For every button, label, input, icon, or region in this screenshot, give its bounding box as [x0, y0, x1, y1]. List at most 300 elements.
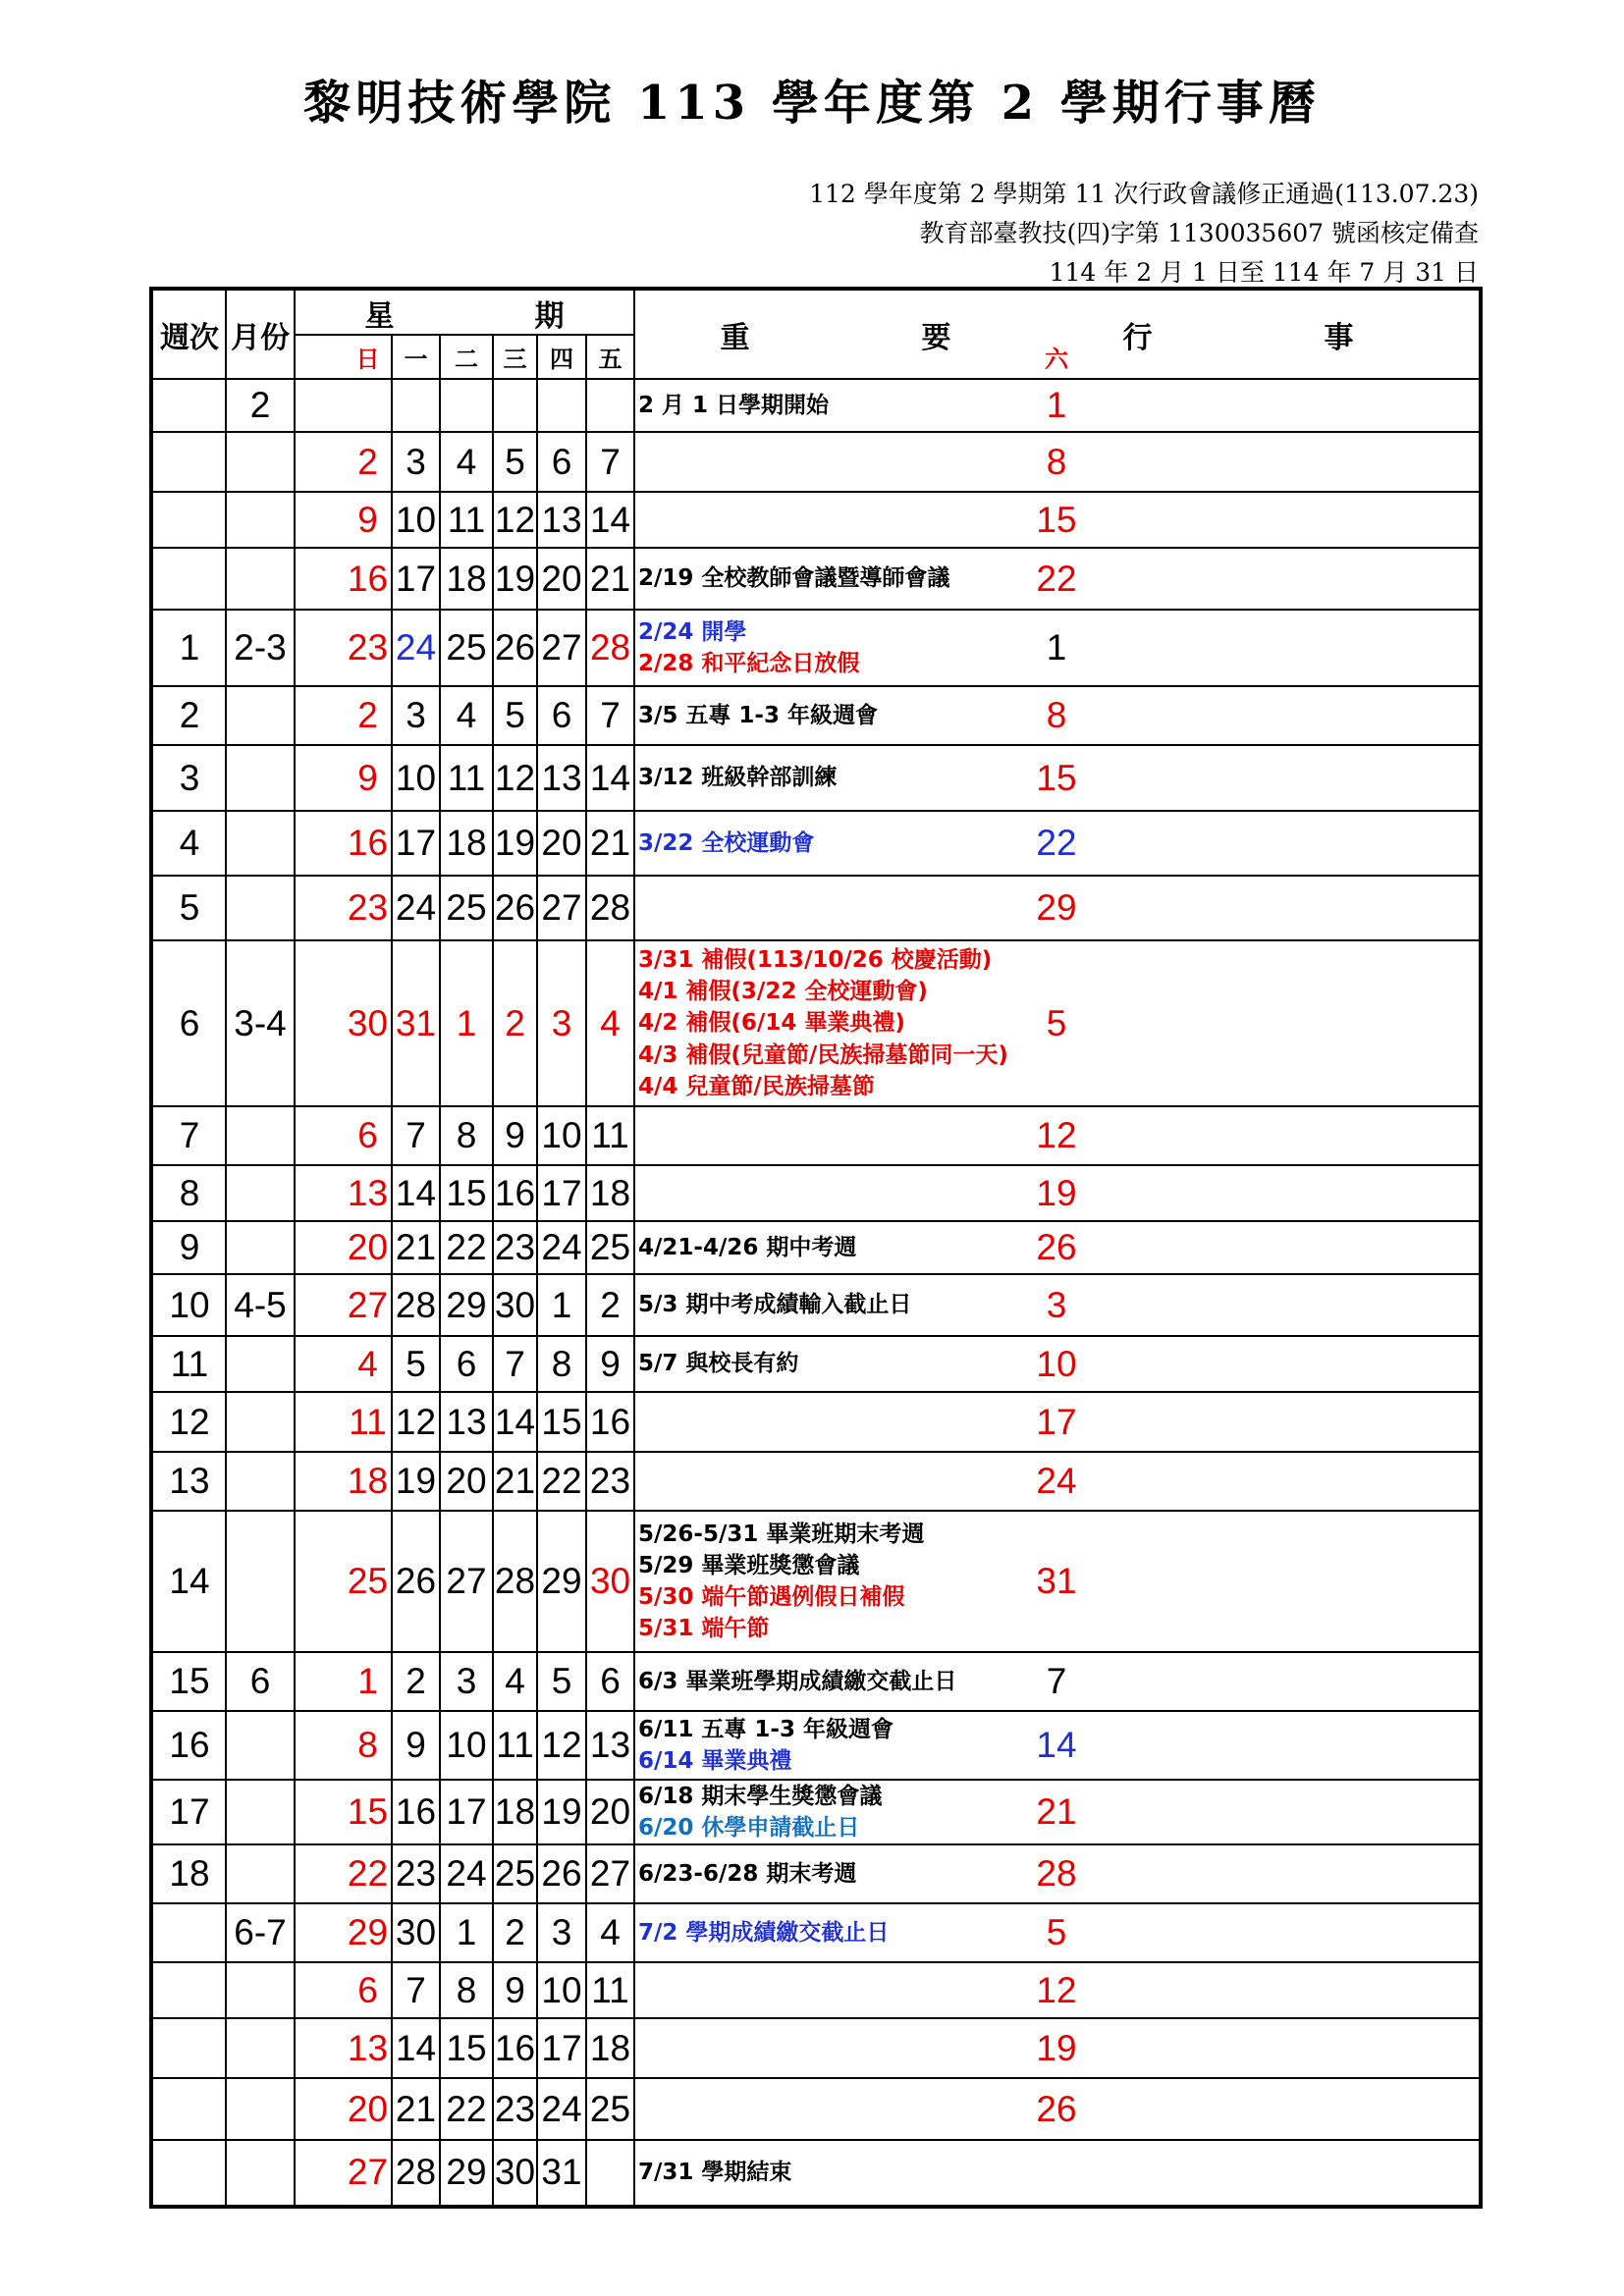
day-cell: 16: [347, 558, 389, 599]
event-text: 4/2 補假(6/14 畢業典禮): [638, 1010, 905, 1037]
day-cell: 6: [456, 1343, 477, 1384]
day-cell: 28: [589, 887, 631, 928]
day-cell: 28: [395, 2152, 437, 2192]
day-cell: 4: [456, 441, 477, 482]
day-cell: 13: [347, 2027, 389, 2068]
month-label: [226, 1711, 295, 1780]
day-cell: 10: [395, 757, 437, 798]
day-cell: 11: [591, 1969, 629, 2010]
event-text: 6/11 五專 1-3 年級週會: [638, 1716, 893, 1742]
events-cell: [634, 1336, 1479, 1392]
event-text: 7/2 學期成績繳交截止日: [638, 1919, 890, 1946]
day-cell: 16: [395, 1791, 437, 1832]
events-cell: [634, 1780, 1479, 1844]
events-cell: [634, 1962, 1479, 2018]
day-cell: 13: [589, 1725, 631, 1765]
day-cell: 19: [395, 1461, 437, 1501]
day-cell: 26: [1036, 2088, 1077, 2129]
month-label: [226, 686, 295, 745]
event-text: 6/18 期末學生獎懲會議: [638, 1783, 883, 1809]
day-cell: 25: [446, 627, 487, 667]
grid-line: [153, 1164, 1479, 1166]
events-cell: [634, 1511, 1479, 1652]
week-number: 13: [169, 1461, 210, 1501]
month-label: [226, 745, 295, 811]
weekday-group-label: 星: [364, 298, 395, 334]
day-cell: 16: [494, 2027, 536, 2068]
day-cell: 8: [551, 1343, 572, 1384]
day-cell: 15: [1036, 757, 1077, 798]
day-cell: 1: [1046, 385, 1067, 425]
event-text: 2/19 全校教師會議暨導師會議: [638, 565, 950, 592]
week-number: 14: [169, 1561, 210, 1601]
day-cell: 22: [446, 2088, 487, 2129]
day-cell: 25: [589, 2088, 631, 2129]
day-cell: 25: [347, 1561, 389, 1601]
day-cell: 7: [505, 1343, 525, 1384]
day-cell: 17: [541, 1172, 582, 1213]
grid-line: [153, 685, 1479, 687]
week-number: 15: [169, 1661, 210, 1701]
event-text: 4/3 補假(兒童節/民族掃墓節同一天): [638, 1041, 1008, 1068]
month-label: [226, 1106, 295, 1165]
grid-line: [153, 1273, 1479, 1275]
weekday-header: 三: [503, 345, 527, 373]
day-cell: 8: [357, 1725, 378, 1765]
grid-line: [153, 810, 1479, 812]
events-cell: [634, 1106, 1479, 1165]
events-cell: [634, 1844, 1479, 1903]
day-cell: 22: [1036, 823, 1077, 863]
day-cell: 23: [589, 1461, 631, 1501]
day-cell: 7: [600, 695, 621, 735]
event-text: 2 月 1 日學期開始: [638, 392, 830, 418]
day-cell: 18: [347, 1461, 389, 1501]
grid-line: [391, 335, 393, 2205]
event-text: 2/24 開學: [638, 618, 747, 645]
events-cell: [634, 940, 1479, 1106]
weekday-header: 四: [550, 345, 573, 373]
day-cell: 1: [357, 1661, 378, 1701]
event-text: 5/30 端午節遇例假日補假: [638, 1584, 905, 1610]
day-cell: 30: [494, 1284, 536, 1325]
events-cell: [634, 379, 1479, 432]
week-number: 12: [169, 1401, 210, 1442]
day-cell: 30: [395, 1912, 437, 1952]
day-cell: 18: [446, 823, 487, 863]
day-cell: 13: [446, 1401, 487, 1442]
events-cell: [634, 1221, 1479, 1274]
day-cell: 29: [1036, 887, 1077, 928]
day-cell: 27: [446, 1561, 487, 1601]
events-cell: [634, 492, 1479, 548]
week-number: 17: [169, 1791, 210, 1832]
day-cell: 26: [1036, 1227, 1077, 1267]
day-cell: 3: [551, 1002, 572, 1043]
weekday-header: 二: [455, 345, 478, 373]
event-text: 5/31 端午節: [638, 1616, 770, 1642]
day-cell: 8: [1046, 695, 1067, 735]
month-label: [226, 2140, 295, 2205]
ministry-approval-line: 教育部臺教技(四)字第 1130035607 號函核定備查: [919, 219, 1479, 247]
day-cell: 18: [589, 1172, 631, 1213]
day-cell: 4: [456, 695, 477, 735]
events-cell: [634, 1274, 1479, 1336]
week-number: [153, 432, 226, 492]
month-label: [226, 876, 295, 940]
day-cell: 14: [395, 1172, 437, 1213]
week-number: 4: [179, 823, 200, 863]
day-cell: 16: [347, 823, 389, 863]
day-cell: 14: [494, 1401, 536, 1442]
day-cell: 11: [496, 1725, 534, 1765]
day-cell: 27: [347, 1284, 389, 1325]
day-cell: 25: [494, 1853, 536, 1894]
day-cell: 6: [357, 1969, 378, 2010]
day-cell: 2: [357, 441, 378, 482]
grid-line: [439, 335, 441, 2205]
grid-line: [153, 2017, 1479, 2019]
day-cell: 4: [357, 1343, 378, 1384]
approval-line: 112 學年度第 2 學期第 11 次行政會議修正通過(113.07.23): [809, 180, 1479, 208]
grid-line: [153, 547, 1479, 549]
day-cell: 29: [541, 1561, 582, 1601]
day-cell: 7: [406, 1115, 426, 1155]
day-cell: 13: [347, 1172, 389, 1213]
day-cell: 16: [589, 1401, 631, 1442]
events-cell: [634, 548, 1479, 610]
day-cell: 21: [1036, 1791, 1077, 1832]
month-label: 2-3: [234, 627, 287, 667]
day-cell: 7: [600, 441, 621, 482]
events-cell: [634, 2018, 1479, 2078]
day-cell: 21: [494, 1461, 536, 1501]
day-cell: 5: [1046, 1912, 1067, 1952]
day-cell: 14: [395, 2027, 437, 2068]
day-cell: 18: [589, 2027, 631, 2068]
day-cell: 8: [1046, 441, 1067, 482]
events-cell: [634, 432, 1479, 492]
day-cell: 19: [494, 558, 536, 599]
day-cell: 21: [589, 823, 631, 863]
day-cell: 5: [1046, 1002, 1067, 1043]
day-cell: 1: [456, 1912, 477, 1952]
week-number: [153, 1903, 226, 1962]
event-text: 6/3 畢業班學期成績繳交截止日: [638, 1668, 957, 1694]
day-cell: 29: [446, 2152, 487, 2192]
day-cell: 9: [505, 1969, 525, 2010]
events-header-char: 行: [1122, 321, 1153, 355]
day-cell: 9: [406, 1725, 426, 1765]
day-cell: 14: [589, 757, 631, 798]
grid-line: [153, 1105, 1479, 1107]
day-cell: 26: [541, 1853, 582, 1894]
week-column-header: 週次: [160, 321, 219, 355]
event-text: 2/28 和平紀念日放假: [638, 651, 860, 676]
day-cell: 10: [1036, 1343, 1077, 1384]
day-cell: [344, 379, 392, 432]
day-cell: 21: [395, 2088, 437, 2129]
week-number: 5: [179, 887, 200, 928]
day-cell: 31: [1036, 1561, 1077, 1601]
day-cell: 10: [395, 499, 437, 540]
grid-line: [153, 2139, 1479, 2141]
day-cell: 5: [406, 1343, 426, 1384]
week-number: 1: [179, 627, 200, 667]
day-cell: 6: [357, 1115, 378, 1155]
event-text: 3/22 全校運動會: [638, 829, 815, 856]
event-text: 3/5 五專 1-3 年級週會: [638, 702, 878, 728]
month-label: 2: [249, 385, 271, 425]
day-cell: 3: [406, 441, 426, 482]
day-cell: 28: [589, 627, 631, 667]
day-cell: 25: [446, 887, 487, 928]
day-cell: 17: [541, 2027, 582, 2068]
grid-line: [153, 744, 1479, 746]
day-cell: 15: [446, 2027, 487, 2068]
day-cell: 11: [591, 1115, 629, 1155]
day-cell: 8: [456, 1115, 477, 1155]
week-number: 7: [179, 1115, 200, 1155]
day-cell: 5: [551, 1661, 572, 1701]
day-cell: 12: [494, 499, 536, 540]
events-header-char: 要: [921, 321, 951, 355]
weekday-group-label: 期: [534, 298, 565, 334]
day-cell: 27: [541, 887, 582, 928]
day-cell: 4: [600, 1912, 621, 1952]
day-cell: [537, 379, 586, 432]
week-number: 9: [179, 1227, 200, 1267]
day-cell: 28: [395, 1284, 437, 1325]
month-label: [226, 811, 295, 876]
day-cell: 10: [541, 1969, 582, 2010]
events-cell: [634, 1165, 1479, 1221]
week-number: 3: [179, 757, 200, 798]
day-cell: 9: [357, 499, 378, 540]
events-cell: [634, 2140, 1479, 2205]
day-cell: [392, 379, 440, 432]
date-range-line: 114 年 2 月 1 日至 114 年 7 月 31 日: [1049, 258, 1479, 287]
day-cell: [586, 379, 634, 432]
day-cell: 7: [1046, 1661, 1067, 1701]
day-cell: 10: [446, 1725, 487, 1765]
week-number: [153, 492, 226, 548]
day-cell: 29: [446, 1284, 487, 1325]
day-cell: 6: [551, 695, 572, 735]
day-cell: 15: [1036, 499, 1077, 540]
month-label: 6-7: [234, 1912, 287, 1952]
day-cell: 1: [551, 1284, 572, 1325]
day-cell: 11: [447, 499, 486, 540]
day-cell: 27: [347, 2152, 389, 2192]
week-number: 11: [170, 1343, 209, 1384]
weekday-header: 六: [1045, 345, 1068, 373]
day-cell: 24: [395, 887, 437, 928]
month-label: [226, 548, 295, 610]
week-number: [153, 2140, 226, 2205]
day-cell: 19: [1036, 2027, 1077, 2068]
day-cell: 15: [541, 1401, 582, 1442]
grid-line: [153, 609, 1479, 611]
event-text: 6/14 畢業典禮: [638, 1748, 792, 1774]
day-cell: 28: [1036, 1853, 1077, 1894]
events-column-header: [634, 291, 1479, 379]
day-cell: 15: [347, 1791, 389, 1832]
day-cell: 3: [456, 1661, 477, 1701]
grid-line: [153, 1220, 1479, 1222]
day-cell: 1: [1046, 627, 1067, 667]
day-cell: 2: [406, 1661, 426, 1701]
day-cell: 20: [446, 1461, 487, 1501]
grid-line: [153, 1902, 1479, 1904]
event-text: 5/29 畢業班獎懲會議: [638, 1552, 860, 1578]
events-cell: [634, 811, 1479, 876]
month-label: [226, 1962, 295, 2018]
day-cell: 14: [1036, 1725, 1077, 1765]
day-cell: 4: [600, 1002, 621, 1043]
day-cell: 30: [589, 1561, 631, 1601]
grid-line: [153, 875, 1479, 877]
grid-line: [225, 291, 227, 2205]
grid-line: [295, 334, 634, 336]
grid-line: [153, 1710, 1479, 1712]
day-cell: [440, 379, 493, 432]
month-column-header: 月份: [231, 321, 290, 355]
day-cell: 17: [395, 823, 437, 863]
day-cell: 3: [1046, 1284, 1067, 1325]
day-cell: 6: [600, 1661, 621, 1701]
month-label: [226, 1452, 295, 1511]
day-cell: 17: [446, 1791, 487, 1832]
weekday-group-header: [295, 291, 634, 335]
day-cell: 20: [541, 823, 582, 863]
page-title: 黎明技術學院 113 學年度第 2 學期行事曆: [303, 76, 1321, 131]
day-cell: 4: [505, 1661, 525, 1701]
day-cell: 20: [347, 1227, 389, 1267]
day-cell: 29: [347, 1912, 389, 1952]
week-number: [153, 2018, 226, 2078]
day-cell: 24: [541, 2088, 582, 2129]
grid-line: [153, 1510, 1479, 1512]
grid-line: [633, 335, 635, 2205]
event-text: 5/26-5/31 畢業班期末考週: [638, 1521, 925, 1547]
calendar-table: [149, 287, 1483, 2209]
day-cell: 13: [541, 757, 582, 798]
day-cell: 14: [589, 499, 631, 540]
day-cell: 2: [357, 695, 378, 735]
grid-line: [153, 939, 1479, 941]
weekday-header: 日: [355, 345, 380, 373]
events-cell: [634, 2078, 1479, 2140]
day-cell: 30: [494, 2152, 536, 2192]
grid-line: [585, 335, 587, 2205]
day-cell: 7: [406, 1969, 426, 2010]
day-cell: 23: [494, 2088, 536, 2129]
day-cell: 5: [505, 695, 525, 735]
day-cell: 20: [589, 1791, 631, 1832]
month-label: [226, 1511, 295, 1652]
day-cell: [586, 2140, 634, 2205]
events-cell: [634, 1711, 1479, 1780]
events-cell: [634, 1652, 1479, 1711]
day-cell: 24: [1036, 1461, 1077, 1501]
grid-line: [153, 1843, 1479, 1845]
day-cell: 16: [494, 1172, 536, 1213]
day-cell: 15: [446, 1172, 487, 1213]
day-cell: 12: [395, 1401, 437, 1442]
month-label: 3-4: [234, 1002, 287, 1043]
week-number: 6: [179, 1002, 200, 1043]
event-text: 3/12 班級幹部訓練: [638, 765, 838, 791]
grid-line: [536, 335, 538, 2205]
day-cell: 12: [1036, 1115, 1077, 1155]
day-cell: 22: [541, 1461, 582, 1501]
day-cell: 20: [347, 2088, 389, 2129]
day-cell: 5: [505, 441, 525, 482]
day-cell: 25: [589, 1227, 631, 1267]
grid-line: [153, 1451, 1479, 1453]
month-label: [226, 2078, 295, 2140]
day-cell: 18: [494, 1791, 536, 1832]
month-label: [226, 1780, 295, 1844]
event-text: 3/31 補假(113/10/26 校慶活動): [638, 947, 993, 974]
grid-line: [153, 378, 1479, 380]
month-label: [226, 1844, 295, 1903]
day-cell: 31: [395, 1002, 437, 1043]
grid-line: [153, 1335, 1479, 1337]
events-header-char: 事: [1324, 321, 1354, 355]
day-cell: 10: [541, 1115, 582, 1155]
day-cell: 23: [494, 1227, 536, 1267]
grid-line: [153, 2077, 1479, 2079]
day-cell: 21: [395, 1227, 437, 1267]
day-cell: 20: [541, 558, 582, 599]
events-cell: [634, 686, 1479, 745]
day-cell: 22: [1036, 558, 1077, 599]
day-cell: 3: [551, 1912, 572, 1952]
event-text: 7/31 學期結束: [638, 2159, 792, 2185]
event-text: 5/7 與校長有約: [638, 1351, 799, 1377]
day-cell: 9: [600, 1343, 621, 1384]
grid-line: [153, 1961, 1479, 1963]
day-cell: 6: [551, 441, 572, 482]
day-cell: 30: [347, 1002, 389, 1043]
grid-line: [153, 491, 1479, 493]
events-cell: [634, 1452, 1479, 1511]
day-cell: 17: [395, 558, 437, 599]
grid-line: [153, 1779, 1479, 1781]
day-cell: 22: [446, 1227, 487, 1267]
day-cell: 26: [494, 887, 536, 928]
weekday-header: 五: [598, 345, 623, 373]
event-text: 6/23-6/28 期末考週: [638, 1860, 857, 1887]
day-cell: 31: [541, 2152, 582, 2192]
week-number: [153, 1962, 226, 2018]
day-cell: 9: [357, 757, 378, 798]
day-cell: 12: [541, 1725, 582, 1765]
week-number: [153, 379, 226, 432]
day-cell: 12: [1036, 1969, 1077, 2010]
events-cell: [634, 876, 1479, 940]
day-cell: 21: [589, 558, 631, 599]
event-text: 4/4 兒童節/民族掃墓節: [638, 1073, 875, 1099]
month-label: [226, 1165, 295, 1221]
grid-line: [153, 1391, 1479, 1393]
month-label: [226, 432, 295, 492]
grid-line: [153, 1651, 1479, 1653]
events-header-char: 重: [720, 321, 750, 355]
day-cell: 26: [395, 1561, 437, 1601]
